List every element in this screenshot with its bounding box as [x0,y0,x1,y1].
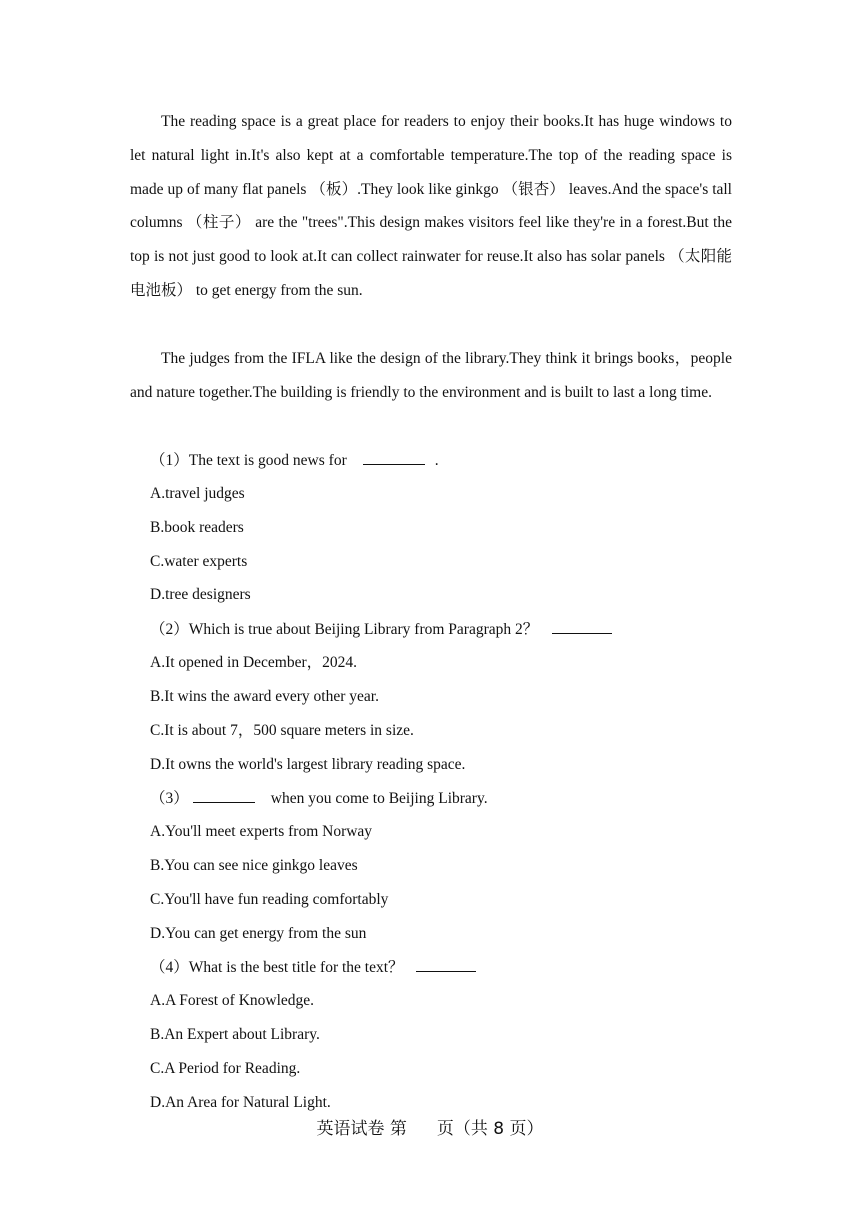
question-3-option-c: C.You'll have fun reading comfortably [150,891,389,908]
page-footer [0,1117,860,1141]
passage-paragraph-4: The judges from the IFLA like the design of the library.They think it brings books，people and nature together.The building is friendly to the environment and is built to last a long time. [130,350,732,401]
question-4-option-b: B.An Expert about Library. [150,1026,320,1043]
question-4-option-a: A.A Forest of Knowledge. [150,992,315,1009]
question-1-option-d: D.tree designers [150,586,251,603]
question-3-option-d: D.You can get energy from the sun [150,925,367,942]
question-3-option-b: B.You can see nice ginkgo leaves [150,857,358,874]
question-1-stem: （1）The text is good news for . [150,449,439,472]
question-4-option-d: D.An Area for Natural Light. [150,1094,331,1111]
answer-blank-1[interactable] [363,449,425,465]
question-3-stem: （3） when you come to Beijing Library. [150,787,488,810]
question-4-option-c: C.A Period for Reading. [150,1060,301,1077]
question-2-option-b: B.It wins the award every other year. [150,688,379,705]
footer-right: 页（共 8 页） [436,1119,544,1139]
question-1-option-b: B.book readers [150,519,244,536]
answer-blank-4[interactable] [416,956,476,972]
answer-blank-2[interactable] [552,618,612,634]
question-3-option-a: A.You'll meet experts from Norway [150,823,373,840]
passage-paragraph-3: The reading space is a great place for readers to enjoy their books.It has huge windows to let natural light in.It's also kept at a comfortable temperature.The top of the reading space is made up of many flat panels （板）.They look like ginkgo （银杏） leaves.And the space's tall columns （柱子） are the "trees".This design makes visitors feel like they're in a forest.But the top is not just good to look at.It can collect rainwater for reuse.It also has solar panels （太阳能电池板） to get energy from the sun. [130,113,732,299]
question-4-stem: （4）What is the best title for the text？ [150,956,476,979]
question-2-option-d: D.It owns the world's largest library reading space. [150,756,466,773]
answer-blank-3[interactable] [193,787,255,803]
question-1-option-a: A.travel judges [150,485,245,502]
question-2-option-c: C.It is about 7，500 square meters in size. [150,722,414,739]
question-1-option-c: C.water experts [150,553,248,570]
question-2-option-a: A.It opened in December，2024. [150,654,358,671]
question-2-stem: （2）Which is true about Beijing Library from Paragraph 2？ [150,618,612,641]
footer-left: 英语试卷 第 [316,1119,407,1139]
